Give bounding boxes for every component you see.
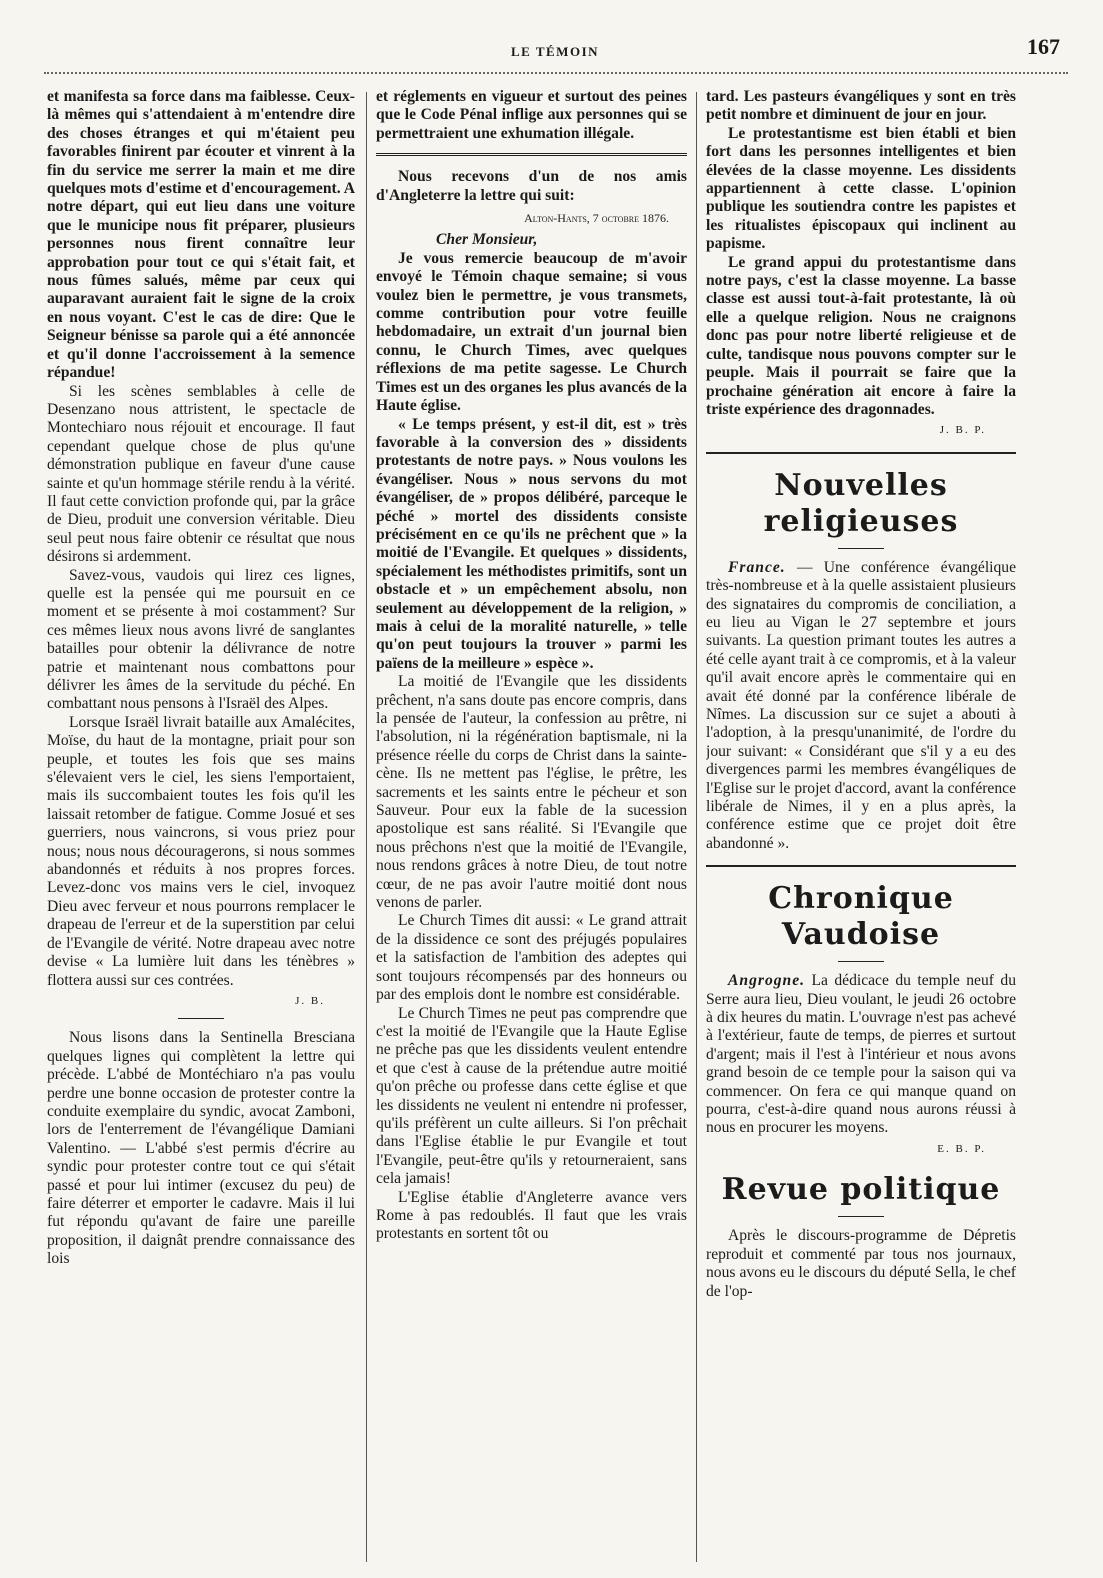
separator [706,452,1016,454]
column-divider [366,92,367,1562]
section-heading: Chronique Vaudoise [768,881,954,953]
paragraph: Le Church Times ne peut pas comprendre que c'est la moitié de l'Evangile que la Haute Eglise ne prêche pas que les dissidents veulent entendre et que c'est à cause de la prétendue autre moitié qu'on prêche ou professe dans cette église et que les dissidents ne veulent ni entendre ni professer, qu'ils préfèrent un culte ailleurs. Si l'on prêchait dans l'Eglise établie le pur Evangile et tout l'Evangile, peut-être qu'ils y retourneraient, sans cela jamais! [376,1004,687,1188]
paragraph: La moitié de l'Evangile que les dissidents prêchent, n'a sans doute pas encore compris, dans la pensée de l'auteur, la confession au prêtre, ni l'absolution, ni la régénération baptismale, ni la présence réelle du corps de Christ dans la sainte-cène. Ils ne mettent pas l'église, le prêtre, les sacrements et les saints entre le pécheur et son Sauveur. Pour eux la fable de la sucession apostolique est sans réalité. Si l'Evangile que nous prêchons n'est que la moitié de l'Evangile, nous rendons grâces à notre Dieu, de tout notre cœur, de ne pas avoir l'autre moitié dont nous venons de parler. [376,673,687,912]
separator [838,1216,884,1217]
separator [838,961,884,962]
column-3 [706,88,1016,1568]
paragraph: et manifesta sa force dans ma faiblesse. Ceux-là mêmes qui s'attendaient à m'entendre dire des choses étranges et qui m'étaient peu favorables finirent par écouter et vinrent à la fin du service me serrer la main et me dire quelques mots d'estime et d'encouragement. A notre départ, qui eut lieu dans une voiture que le municipe nous fit préparer, plusieurs personnes nous firent connaître leur approbation pour tout ce qui s'était fait, et nous fûmes salués, même par ceux qui auparavant auraient fait le signe de la croix en nous voyant. C'est le cas de dire: Que le Seigneur bénisse sa parole qui a été annoncée et qu'il donne l'accroissement à la semence répandue! [47,88,355,382]
separator [376,153,687,156]
paragraph: « Le temps présent, y est-il dit, est » très favorable à la conversion des » dissidents protestants de notre pays. » Nous voulons les évangéliser. Nous » nous servons du mot évangéliser, de » propos délibéré, parceque le péché » mortel des dissidents consiste précisément en ce qu'ils ne prêchent que » la moitié de l'Evangile. Et quelques » dissidents, spécialement les méthodistes primitifs, sont un obstacle et » un empêchement absolu, non seulement au développement de la religion, » mais à celui de la moralité naturelle, » telle qu'on peut toujours la trouver » parmi les païens de la meilleure » espèce ». [376,415,687,672]
paragraph: Si les scènes semblables à celle de Desenzano nous attristent, le spectacle de Montechiaro nous réjouit et encourage. Il faut cependant quelque chose de plus qu'une démonstration publique en faveur d'une cause sainte et qu'un hommage stérile rendu à la vérité. Il faut cette conviction profonde qui, par la grâce de Dieu, produit une conversion véritable. Dieu seul peut nous faire obtenir ce résultat que nous désirons si ardemment. [47,382,355,566]
section-heading: Revue politique [721,1172,1001,1208]
page-number: 167 [1027,34,1060,59]
paragraph-text: — Une conférence évangélique très-nombreuse et à la quelle assistaient plusieurs des signataires du compromis de conciliation, a eu lieu au Vigan le 27 septembre et jours suivants. La question primant toutes les autres a été celle ayant trait à ce compromis, et à la valeur qu'il avait encore après le commentaire qui en avait été donné par la conférence libérale de Nîmes. La discussion sur ce sujet a abouti à l'adoption, à la presqu'unanimité, de l'ordre du jour suivant: « Considérant que s'il y a eu des divergences parmi les membres évangéliques de l'Eglise sur le projet d'accord, avant la conférence libérale de Nimes, il y en a plus après, la conférence estime que ce projet doit être abandonné ». [706,558,1016,852]
dateline: Alton-Hants, 7 octobre 1876. [524,211,669,226]
separator [178,1018,224,1019]
paragraph-text: La dédicace du temple neuf du Serre aura lieu, Dieu voulant, le jeudi 26 octobre à dix heures du matin. L'ouvrage n'est pas achevé à l'extérieur, faute de temps, de pierres et surtout d'argent; mais il l'est à l'intérieur et nous avons grand besoin de ce temple pour la saison qui va commencer. On fera ce qui manque quand on pourra, c'est-à-dire quand nous aurons réussi à nous en procurer les moyens. [706,972,1016,1137]
paragraph: tard. Les pasteurs évangéliques y sont en très petit nombre et diminuent de jour en jour. [706,88,1016,124]
paragraph: Le Church Times dit aussi: « Le grand attrait de la dissidence ce sont des préjugés populaires et la satisfaction de l'ambition des adeptes qui sont toujours récompensés par des honneurs ou par des emplois dont le nombre est considérable. [376,912,687,1004]
paragraph [706,972,1016,1138]
paragraph: Après le discours-programme de Dépretis reproduit et commenté par tous nos journaux, nous avons eu le discours du député Sella, le chef de l'op- [706,1227,1016,1300]
paragraph: Le grand appui du protestantisme dans notre pays, c'est la classe moyenne. La basse classe est aussi tout-à-fait protestante, là où elle a quelque religion. Nous ne craignons donc pas pour notre liberté religieuse et de culte, tandisque nous pouvons compter sur le peuple. Mais il pourrait se faire que la prochaine génération ait encore à faire la triste expérience des dragonnades. [706,253,1016,418]
paragraph: Nous recevons d'un de nos amis d'Angleterre la lettre qui suit: [376,168,687,204]
column-1 [47,88,355,1568]
column-2 [376,88,687,1568]
section-heading: Nouvelles religieuses [763,467,959,539]
paragraph: Le protestantisme est bien établi et bien fort dans les personnes intelligentes et bien élevées de la classe moyenne. Les dissidents appartiennent à cette classe. L'opinion publique les soutiendra contre les papistes et les ritualistes épiscopaux qui inclinent au papisme. [706,124,1016,253]
signature: J. B. [295,994,325,1007]
signature: E. B. P. [937,1142,986,1155]
page-header [40,30,1070,66]
journal-title: LE TÉMOIN [510,44,600,59]
signature: J. B. P. [939,424,986,437]
paragraph: Lorsque Israël livrait bataille aux Amalécites, Moïse, du haut de la montagne, priait pour son peuple, et toutes les fois que ses mains s'élevaient vers le ciel, les siens l'emportaient, mais ils succombaient toutes les fois qu'il les laissait retomber de fatigue. Comme Josué et ses guerriers, nous vaincrons, si vous priez pour nous; nous nous découragerons, si nous sommes abandonnés et réduits à nos propres forces. Levez-donc vos mains vers le ciel, invoquez Dieu avec ferveur et nous pourrons remplacer le drapeau de l'erreur et de la superstition par celui de l'Evangile de vérité. Notre drapeau avec notre devise « La lumière luit dans les ténèbres » flottera aussi sur ces contrées. [47,713,355,989]
paragraph: Je vous remercie beaucoup de m'avoir envoyé le Témoin chaque semaine; si vous voulez bien le permettre, je vous transmets, comme contribution pour votre feuille hebdomadaire, un extrait d'un journal bien connu, le Church Times, avec quelques réflexions de ma petite sagesse. Le Church Times est un des organes les plus avancés de la Haute église. [376,249,687,415]
separator [838,548,884,549]
paragraph [706,559,1016,854]
paragraph: et réglements en vigueur et surtout des peines que le Code Pénal inflige aux personnes qui se permettraient une exhumation illégale. [376,88,687,142]
paragraph: Nous lisons dans la Sentinella Bresciana quelques lignes qui complètent la lettre qui précède. L'abbé de Montéchiaro n'a pas voulu perdre une bonne occasion de protester contre la conduite exemplaire du syndic, avocat Zamboni, lors de l'enterrement de l'évangélique Damiani Valentino. — L'abbé s'est permis d'écrire au syndic pour protester contre tout ce qui s'était passé et pour lui intimer (excusez du peu) de faire déterrer et emporter le cadavre. Mais il lui fut répondu qu'avant de faire une pareille proposition, il daignât prendre connaissance des lois [47,1029,355,1268]
column-divider [696,92,697,1562]
place-name: France. [728,558,786,576]
paragraph: Savez-vous, vaudois qui lirez ces lignes, quelle est la pensée qui me poursuit en ce moment et se présente à moi costamment? Sur ces mêmes lieux nous avons livré de sanglantes batailles pour obtenir la délivrance de notre patrie et maintenant nous combattons pour délivrer les âmes de la servitude du péché. En combattant nous pensons à l'Israël des Alpes. [47,566,355,713]
salutation: Cher Monsieur, [436,231,538,249]
place-name: Angrogne. [728,972,806,990]
paragraph: L'Eglise établie d'Angleterre avance vers Rome à pas redoublés. Il faut que les vrais protestants en sortent tôt ou [376,1188,687,1243]
separator [706,865,1016,867]
header-rule [44,72,1068,74]
